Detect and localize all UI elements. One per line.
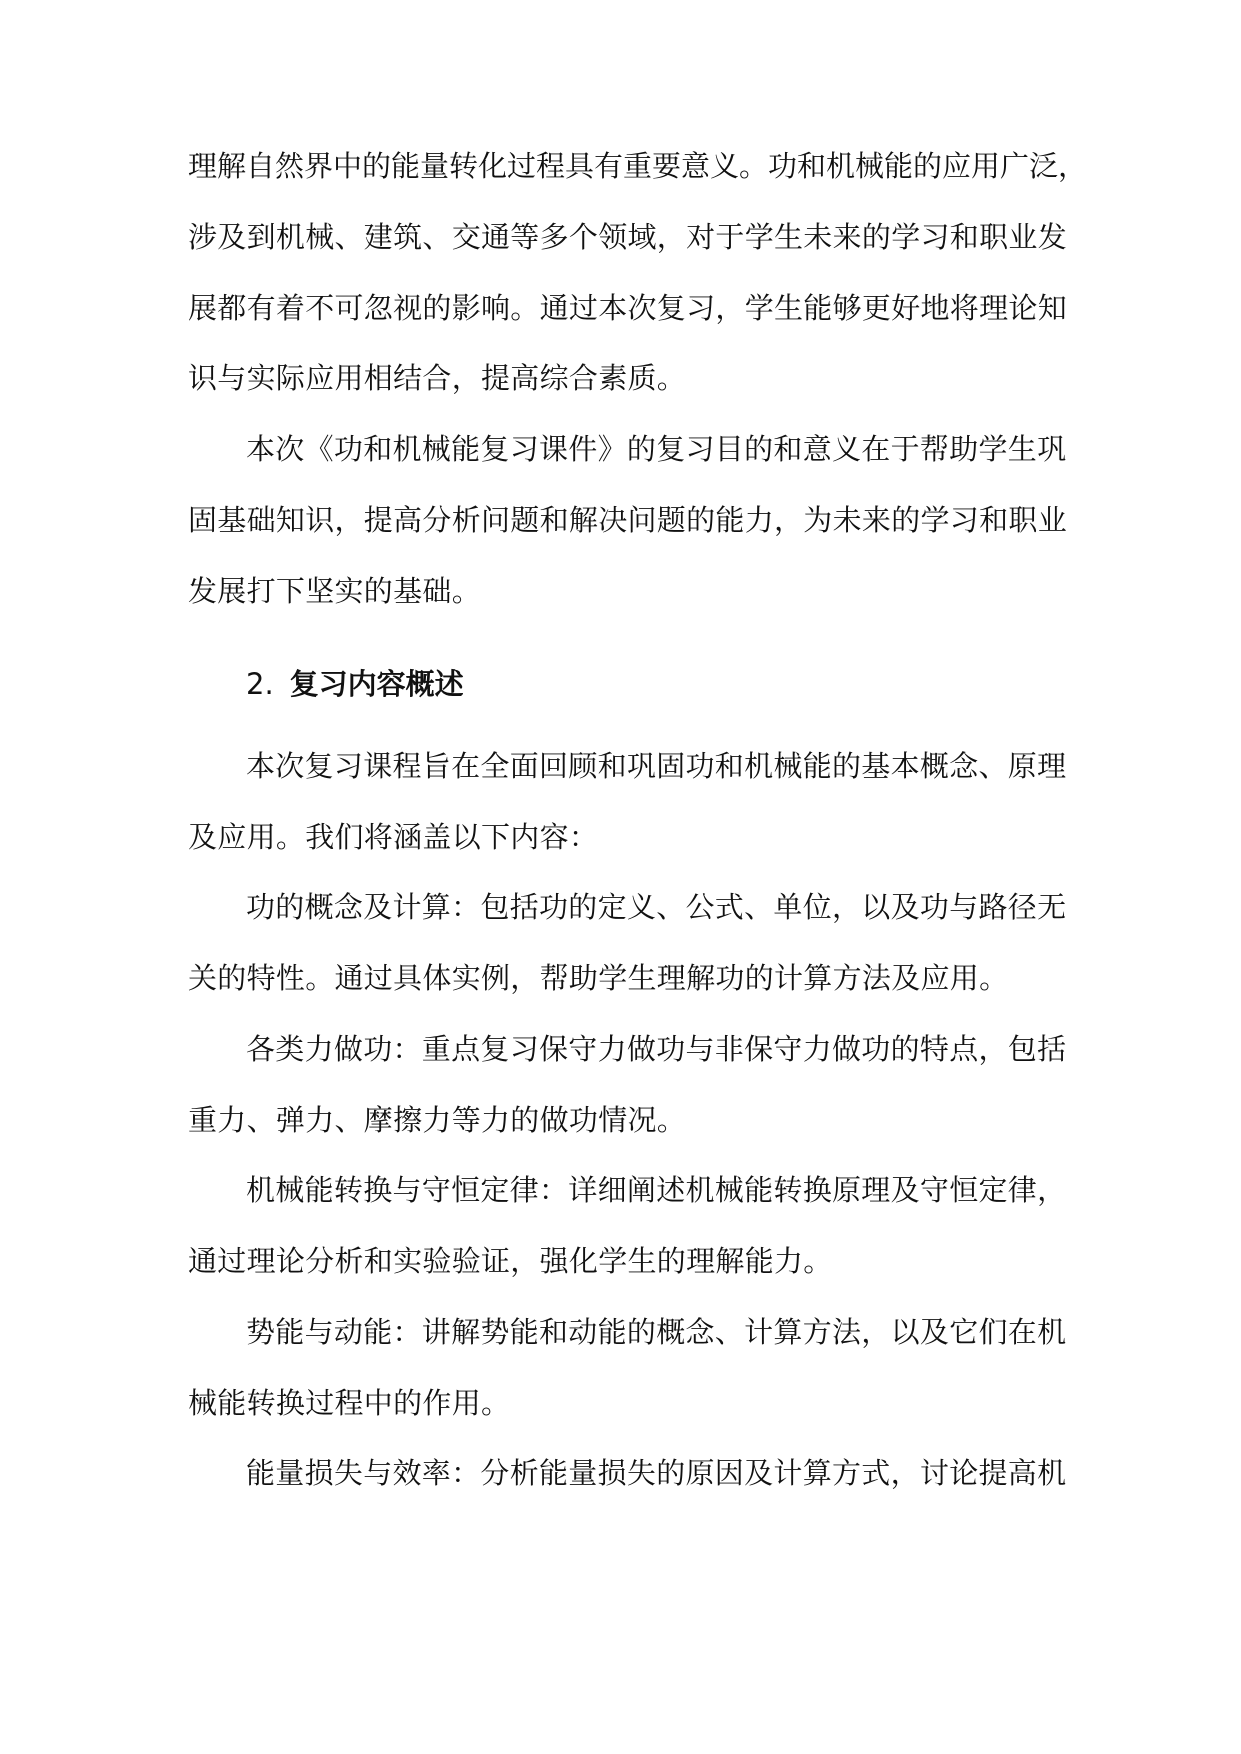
paragraph-line: 发展打下坚实的基础。	[188, 574, 482, 608]
paragraph-line: 机械能转换与守恒定律：详细阐述机械能转换原理及守恒定律，	[246, 1173, 1067, 1207]
paragraph-line: 本次复习课程旨在全面回顾和巩固功和机械能的基本概念、原理	[246, 749, 1067, 783]
paragraph-line: 重力、弹力、摩擦力等力的做功情况。	[188, 1103, 687, 1137]
paragraph-line: 展都有着不可忽视的影响。通过本次复习，学生能够更好地将理论知	[188, 291, 1068, 325]
paragraph-line: 功的概念及计算：包括功的定义、公式、单位，以及功与路径无	[246, 890, 1067, 924]
paragraph-line: 势能与动能：讲解势能和动能的概念、计算方法，以及它们在机	[246, 1315, 1067, 1349]
paragraph-line: 固基础知识，提高分析问题和解决问题的能力，为未来的学习和职业	[188, 503, 1068, 537]
paragraph-line: 识与实际应用相结合，提高综合素质。	[188, 361, 687, 395]
paragraph-line: 各类力做功：重点复习保守力做功与非保守力做功的特点，包括	[246, 1032, 1067, 1066]
paragraph-line: 及应用。我们将涵盖以下内容：	[188, 820, 599, 854]
paragraph-line: 械能转换过程中的作用。	[188, 1386, 511, 1420]
section-number: 2.	[246, 667, 274, 701]
paragraph-line: 能量损失与效率：分析能量损失的原因及计算方式，讨论提高机	[246, 1456, 1067, 1490]
paragraph-line: 本次《功和机械能复习课件》的复习目的和意义在于帮助学生巩	[246, 432, 1067, 466]
paragraph-line: 理解自然界中的能量转化过程具有重要意义。功和机械能的应用广泛，	[188, 149, 1088, 183]
section-title: 复习内容概述	[289, 667, 464, 701]
section-heading	[246, 661, 464, 707]
paragraph-line: 关的特性。通过具体实例，帮助学生理解功的计算方法及应用。	[188, 961, 1009, 995]
paragraph-line: 通过理论分析和实验验证，强化学生的理解能力。	[188, 1244, 833, 1278]
paragraph-line: 涉及到机械、建筑、交通等多个领域，对于学生未来的学习和职业发	[188, 220, 1068, 254]
